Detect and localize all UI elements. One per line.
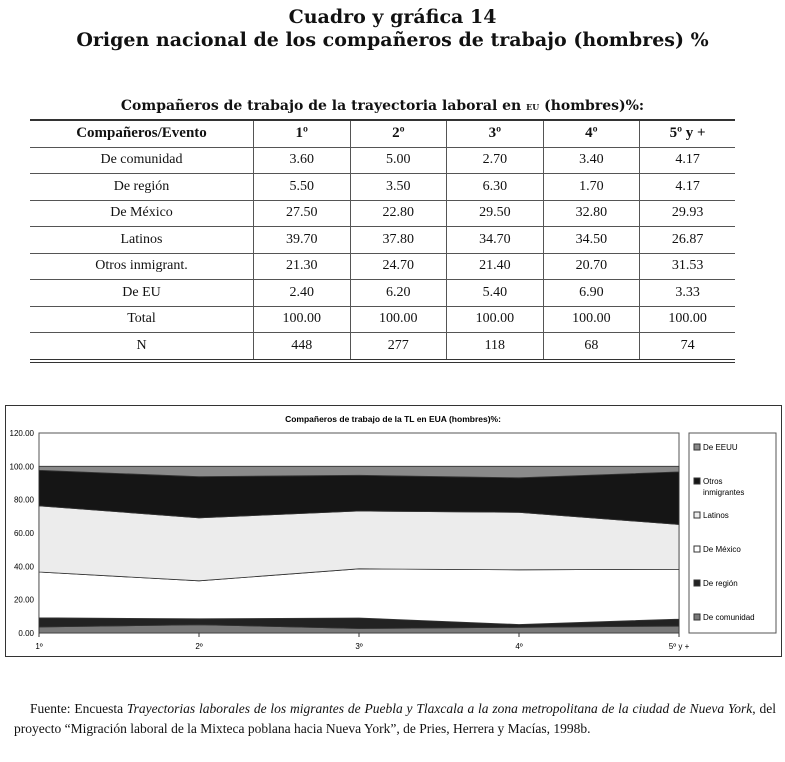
table-title [30,98,735,114]
col-header: 1º [254,120,351,147]
table-row [30,306,735,333]
caption-text: Fuente: Encuesta [30,701,127,716]
legend-label: De comunidad [703,613,755,622]
legend-label: Latinos [703,511,729,520]
caption-survey-title: Trayectorias laborales de los migrantes de Puebla y Tlaxcala a la zona metropolitana de la ciudad de Nueva York [126,701,753,716]
table-cell: 3.40 [543,147,640,174]
page-title: Cuadro y gráfica 14 [288,6,497,28]
table-cell: 2.40 [254,280,351,307]
table-title-sc: eu [526,99,540,113]
table-row [30,147,735,174]
legend-swatch [694,546,700,552]
col-header: Compañeros/Evento [30,120,254,147]
table-header-row [30,120,735,147]
row-label: N [30,333,254,361]
table-cell: 32.80 [543,200,640,227]
table-title-text: Compañeros de trabajo de la trayectoria laboral en [120,98,527,114]
table-cell: 100.00 [350,306,447,333]
table-cell: 3.50 [350,174,447,201]
data-table [30,119,735,363]
table-cell: 27.50 [254,200,351,227]
legend-swatch [694,478,700,484]
table-cell: 20.70 [543,253,640,280]
table-cell: 22.80 [350,200,447,227]
y-tick-label: 0.00 [18,629,34,638]
table-cell: 5.50 [254,174,351,201]
legend-swatch [694,580,700,586]
source-caption [14,699,776,739]
x-tick-label: 5º y + [668,642,690,651]
table-cell: 39.70 [254,227,351,254]
table-cell: 74 [640,333,735,361]
table-cell: 448 [254,333,351,361]
chart-title: Compañeros de trabajo de la TL en EUA (hombres)%: [285,414,501,424]
caption-text-end: , del proyecto “Migración laboral de la Mixteca poblana hacia Nueva York”, de Pries, Herrera y Macías, 1998b. [14,701,776,736]
table-cell: 4.17 [640,147,735,174]
legend-label: De EEUU [703,443,738,452]
legend-box [689,433,776,633]
legend-swatch [694,512,700,518]
table-cell: 34.50 [543,227,640,254]
row-label: De México [30,200,254,227]
table-cell: 21.30 [254,253,351,280]
table-cell: 100.00 [640,306,735,333]
legend-label: Otros inmigrantes [703,477,745,497]
table-cell: 6.20 [350,280,447,307]
table-cell: 4.17 [640,174,735,201]
table-row [30,227,735,254]
table-cell: 118 [447,333,544,361]
y-tick-label: 120.00 [9,429,34,438]
table-cell: 24.70 [350,253,447,280]
table-cell: 29.50 [447,200,544,227]
col-header: 4º [543,120,640,147]
table-cell: 6.30 [447,174,544,201]
table-cell: 68 [543,333,640,361]
row-label: De EU [30,280,254,307]
row-label: De comunidad [30,147,254,174]
y-tick-label: 100.00 [9,462,34,472]
table-cell: 277 [350,333,447,361]
table-cell: 29.93 [640,200,735,227]
table-row [30,174,735,201]
table-cell: 100.00 [254,306,351,333]
legend-label: De región [703,579,738,588]
table-cell: 37.80 [350,227,447,254]
table-cell: 5.00 [350,147,447,174]
row-label: Total [30,306,254,333]
x-tick-label: 1º [35,642,43,651]
stacked-area-chart [6,406,781,656]
x-tick-label: 2º [195,642,203,651]
table-cell: 6.90 [543,280,640,307]
table-cell: 2.70 [447,147,544,174]
table-cell: 5.40 [447,280,544,307]
col-header: 5º y + [640,120,735,147]
row-label: De región [30,174,254,201]
table-cell: 26.87 [640,227,735,254]
row-label: Otros inmigrant. [30,253,254,280]
table-cell: 34.70 [447,227,544,254]
row-label: Latinos [30,227,254,254]
y-tick-label: 60.00 [13,529,34,538]
table-row [30,333,735,361]
table-cell: 31.53 [640,253,735,280]
legend-swatch [694,444,700,450]
table-row [30,253,735,280]
legend-label: De México [703,545,741,554]
y-tick-label: 80.00 [13,495,34,505]
col-header: 3º [447,120,544,147]
legend-swatch [694,614,700,620]
page-subtitle: Origen nacional de los compañeros de trabajo (hombres) % [76,29,709,51]
table-cell: 3.33 [640,280,735,307]
table-row [30,280,735,307]
table-cell: 100.00 [447,306,544,333]
table-cell: 21.40 [447,253,544,280]
x-tick-label: 4º [515,642,523,651]
col-header: 2º [350,120,447,147]
y-tick-label: 20.00 [13,595,34,605]
table-cell: 100.00 [543,306,640,333]
table-row [30,200,735,227]
x-tick-label: 3º [355,642,363,651]
table-title-suffix: (hombres)%: [539,98,645,114]
chart-box [5,405,782,657]
y-tick-label: 40.00 [13,562,34,572]
table-cell: 3.60 [254,147,351,174]
table-cell: 1.70 [543,174,640,201]
